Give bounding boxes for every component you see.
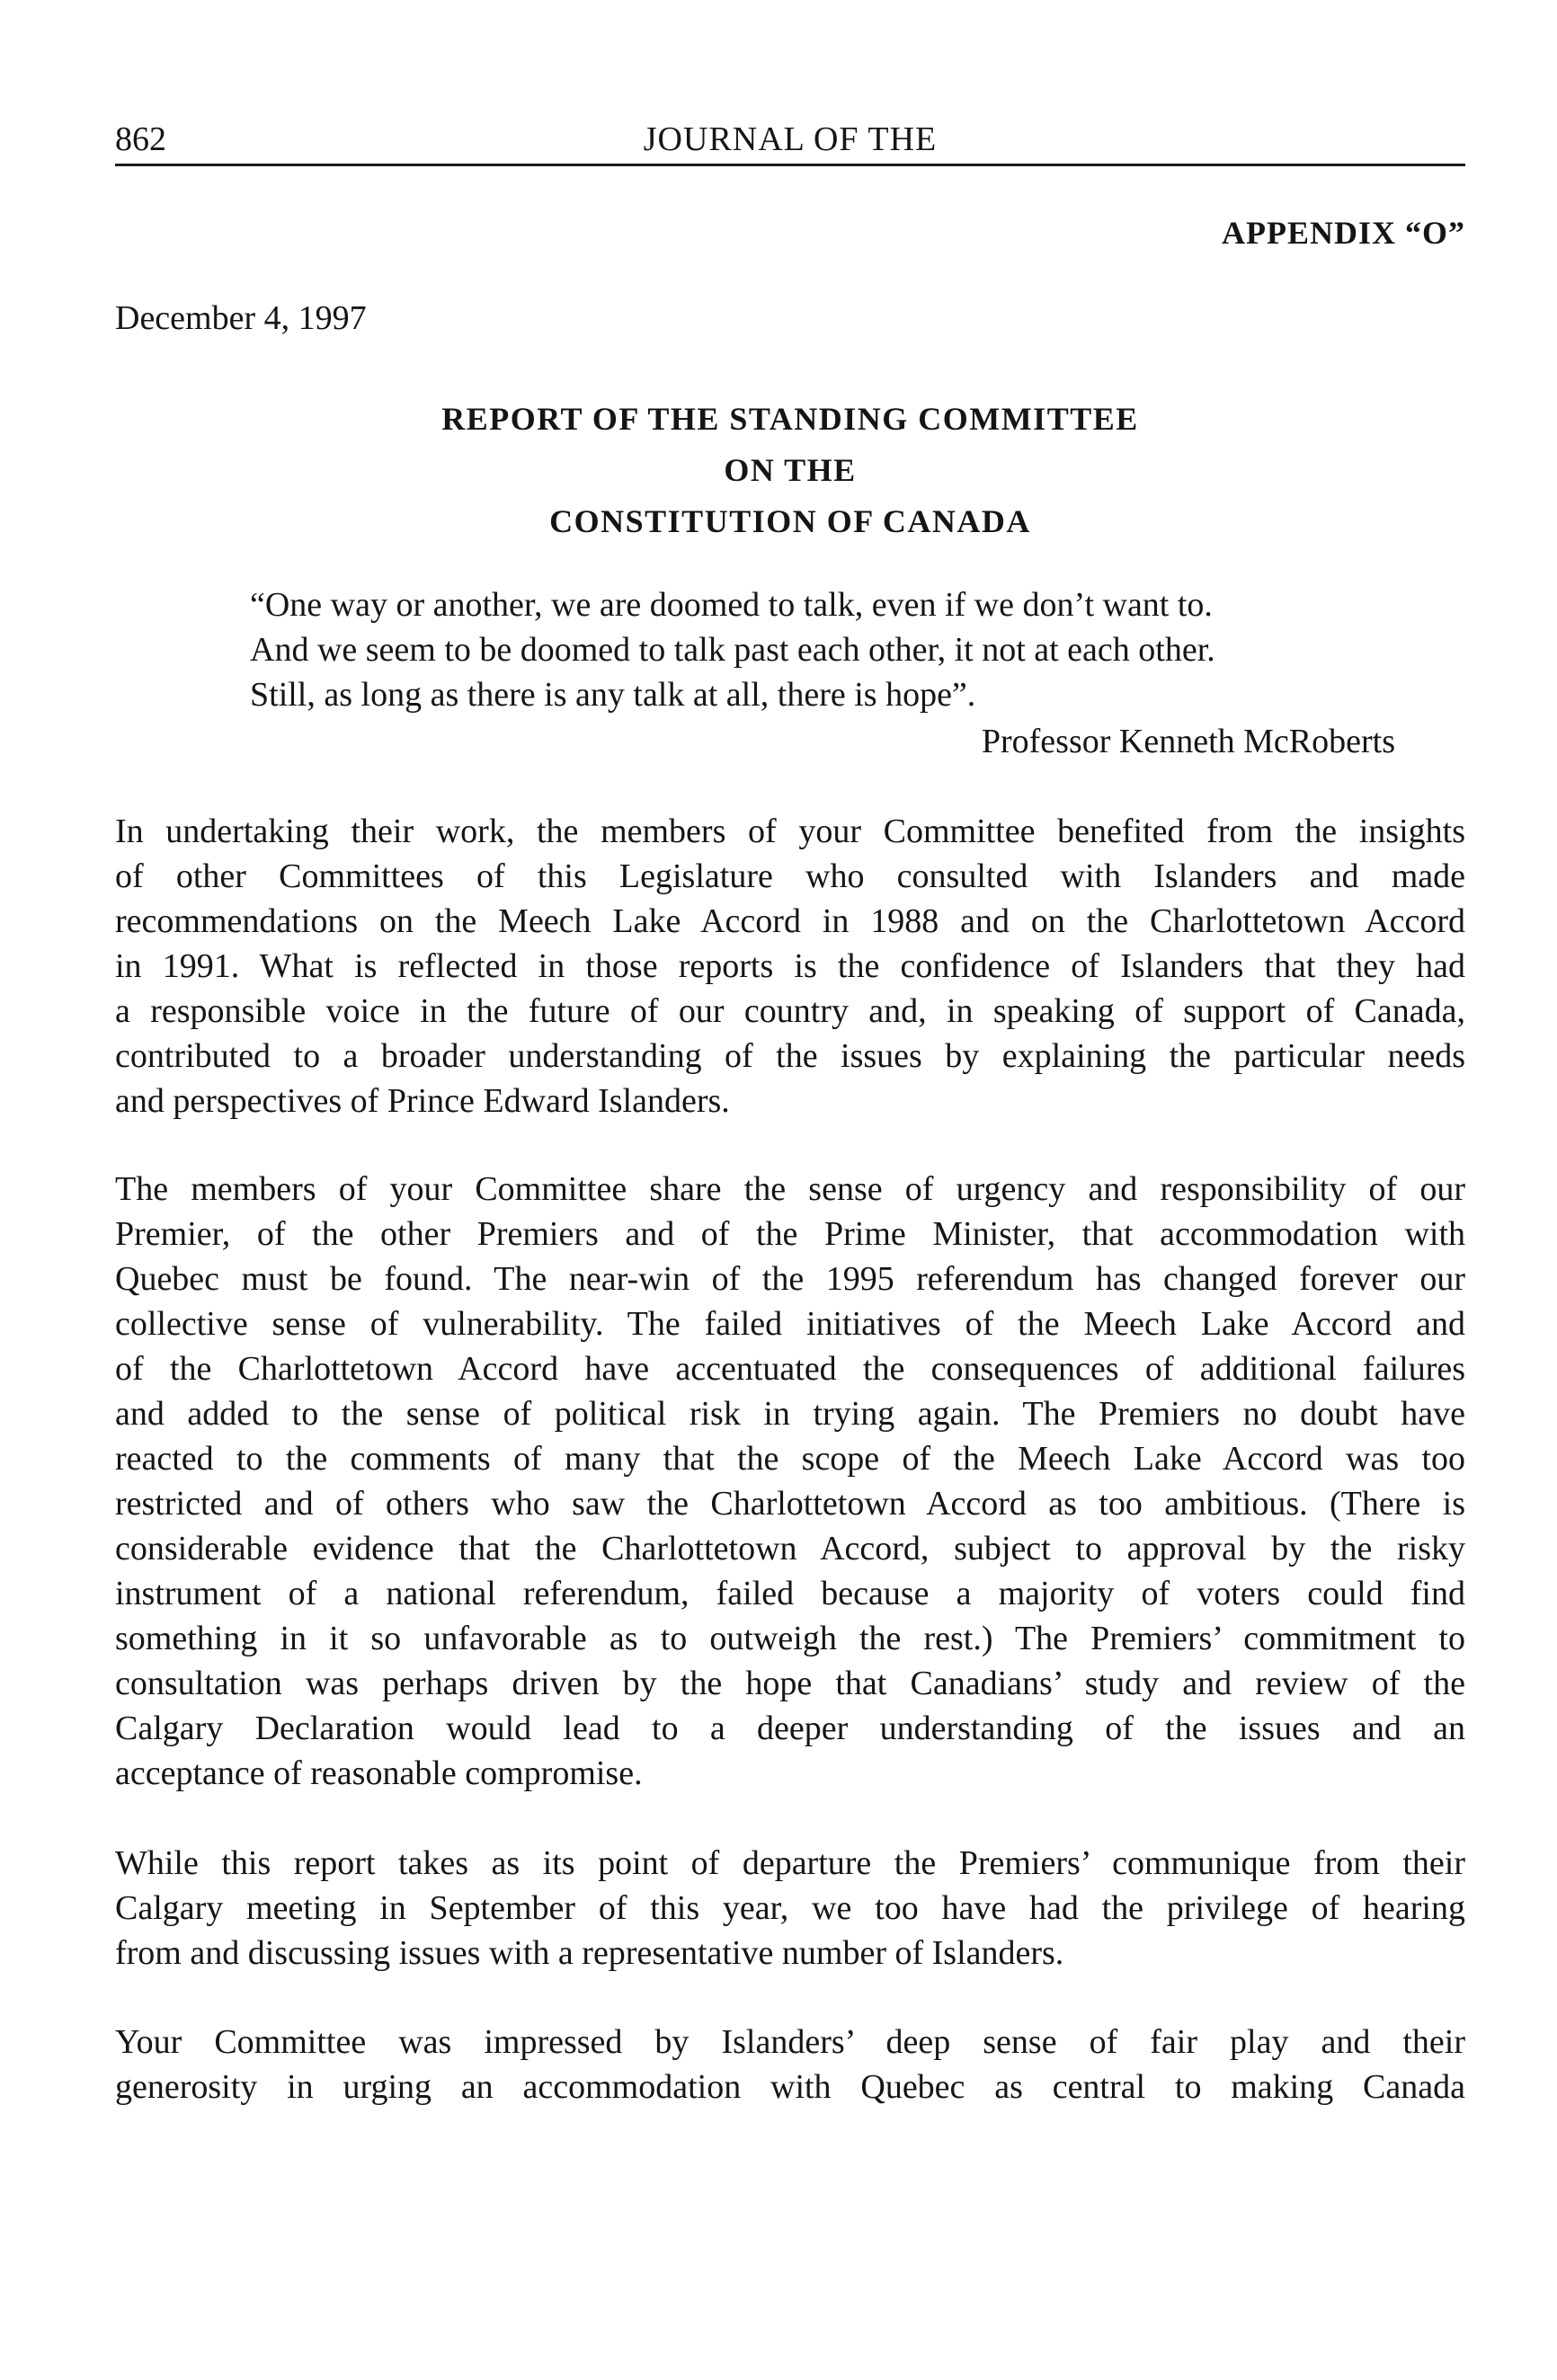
- paragraph-line: Quebec must be found. The near-win of the 1995 referendum has changed forever our: [115, 1260, 1465, 1298]
- body-paragraph-4: [115, 2020, 1465, 2109]
- paragraph-line: of other Committees of this Legislature who consulted with Islanders and made: [115, 857, 1465, 895]
- paragraph-line: contributed to a broader understanding of the issues by explaining the particular needs: [115, 1037, 1465, 1075]
- paragraph-line: a responsible voice in the future of our country and, in speaking of support of Canada,: [115, 992, 1465, 1030]
- body-paragraph-2: [115, 1167, 1465, 1796]
- epigraph-line: And we seem to be doomed to talk past each other, it not at each other.: [250, 631, 1215, 669]
- report-date: December 4, 1997: [115, 299, 367, 337]
- paragraph-line: Your Committee was impressed by Islanders’ deep sense of fair play and their: [115, 2023, 1465, 2061]
- paragraph-line: While this report takes as its point of departure the Premiers’ communique from their: [115, 1844, 1465, 1882]
- epigraph-attribution: Professor Kenneth McRoberts: [981, 723, 1395, 760]
- paragraph-line: acceptance of reasonable compromise.: [115, 1754, 643, 1792]
- report-title-line: REPORT OF THE STANDING COMMITTEE: [441, 401, 1139, 437]
- report-title: [115, 394, 1465, 547]
- report-title-line: ON THE: [724, 452, 857, 488]
- paragraph-line: Premier, of the other Premiers and of the Prime Minister, that accommodation with: [115, 1215, 1465, 1253]
- paragraph-line: of the Charlottetown Accord have accentuated the consequences of additional failures: [115, 1350, 1465, 1388]
- paragraph-line: collective sense of vulnerability. The failed initiatives of the Meech Lake Accord and: [115, 1305, 1465, 1343]
- paragraph-line: considerable evidence that the Charlottetown Accord, subject to approval by the risky: [115, 1530, 1465, 1567]
- paragraph-line: reacted to the comments of many that the scope of the Meech Lake Accord was too: [115, 1440, 1465, 1478]
- paragraph-line: and perspectives of Prince Edward Islanders.: [115, 1082, 730, 1120]
- epigraph-quote: [250, 582, 1215, 717]
- paragraph-line: and added to the sense of political risk in trying again. The Premiers no doubt have: [115, 1395, 1465, 1433]
- page-number: 862: [115, 120, 166, 158]
- paragraph-line: Calgary meeting in September of this year, we too have had the privilege of hearing: [115, 1889, 1465, 1927]
- paragraph-line: consultation was perhaps driven by the hope that Canadians’ study and review of the: [115, 1665, 1465, 1702]
- paragraph-line: in 1991. What is reflected in those reports is the confidence of Islanders that they had: [115, 947, 1465, 985]
- paragraph-line: from and discussing issues with a representative number of Islanders.: [115, 1934, 1064, 1972]
- journal-title: JOURNAL OF THE: [643, 120, 938, 158]
- body-paragraph-1: [115, 809, 1465, 1123]
- appendix-label: APPENDIX “O”: [1222, 215, 1465, 251]
- paragraph-line: In undertaking their work, the members of your Committee benefited from the insights: [115, 813, 1465, 850]
- paragraph-line: Calgary Declaration would lead to a deeper understanding of the issues and an: [115, 1710, 1465, 1747]
- paragraph-line: instrument of a national referendum, failed because a majority of voters could find: [115, 1575, 1465, 1612]
- paragraph-line: something in it so unfavorable as to outweigh the rest.) The Premiers’ commitment to: [115, 1620, 1465, 1657]
- paragraph-line: recommendations on the Meech Lake Accord in 1988 and on the Charlottetown Accord: [115, 902, 1465, 940]
- paragraph-line: The members of your Committee share the sense of urgency and responsibility of our: [115, 1170, 1465, 1208]
- body-paragraph-3: [115, 1841, 1465, 1976]
- epigraph-line: Still, as long as there is any talk at all, there is hope”.: [250, 676, 976, 714]
- running-head: [115, 115, 1465, 166]
- epigraph-line: “One way or another, we are doomed to talk, even if we don’t want to.: [250, 586, 1213, 624]
- report-title-line: CONSTITUTION OF CANADA: [549, 503, 1031, 539]
- paragraph-line: restricted and of others who saw the Charlottetown Accord as too ambitious. (There is: [115, 1485, 1465, 1523]
- paragraph-line: generosity in urging an accommodation with Quebec as central to making Canada: [115, 2068, 1465, 2106]
